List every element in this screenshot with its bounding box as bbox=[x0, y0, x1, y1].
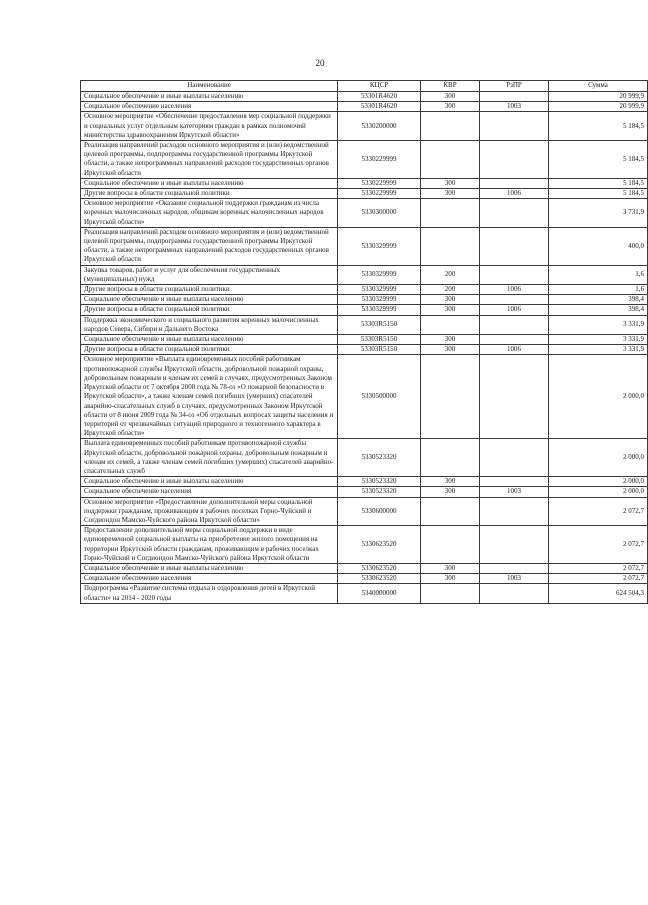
row-rzpr-cell bbox=[480, 526, 549, 564]
row-kvr-cell: 300 bbox=[421, 487, 480, 497]
table-row bbox=[81, 199, 648, 228]
row-kvr-cell bbox=[421, 227, 480, 265]
budget-table bbox=[80, 80, 648, 604]
table-row bbox=[81, 315, 648, 334]
row-rzpr-cell: 1003 bbox=[480, 487, 549, 497]
row-name-cell: Социальное обеспечение населения bbox=[81, 574, 338, 584]
row-name-cell: Основное мероприятие «Выплата единовременных пособий работникам противопожарной службы Иркутской области, добровольной пожарной охраны, добровольным пожарным и членам их семей в случаях, предусмотренных Законом Иркутской области от 7 октября 2008 года № 78-оз «О пожарной безопасности в Иркутской области», а также членам семей погибших (умерших) спасателей аварийно-спасательных служб в случаях, предусмотренных Законом Иркутской области от 8 июня 2009 года № 34-оз «Об отдельных вопросах защиты населения и территорий от чрезвычайных ситуаций природного и техногенного характера в Иркутской области» bbox=[81, 355, 338, 439]
table-row bbox=[81, 487, 648, 497]
row-name-cell: Выплата единовременных пособий работникам противопожарной службы Иркутской области, добровольной пожарной охраны, добровольным пожарным и членам их семей, а также членам семей погибших (умерших) спасателей аварийно-спасательных служб bbox=[81, 439, 338, 477]
table-row bbox=[81, 227, 648, 265]
row-name-cell: Другие вопросы в области социальной политики bbox=[81, 285, 338, 295]
row-name-cell: Подпрограмма «Развитие системы отдыха и оздоровления детей в Иркутской области» на 2014 - 2020 годы bbox=[81, 584, 338, 603]
row-name-cell: Социальное обеспечение и иные выплаты населению bbox=[81, 335, 338, 345]
table-row bbox=[81, 92, 648, 102]
table-row bbox=[81, 295, 648, 305]
row-rzpr-cell bbox=[480, 141, 549, 179]
row-kvr-cell bbox=[421, 439, 480, 477]
row-rzpr-cell bbox=[480, 563, 549, 573]
row-sum-cell: 5 184,5 bbox=[549, 112, 648, 141]
row-name-cell: Реализация направлений расходов основного мероприятия и (или) ведомственной целевой программы, подпрограммы государственной программы Иркутской области, а также непрограммных направлений расходов государственных органов Иркутской области bbox=[81, 141, 338, 179]
table-row bbox=[81, 189, 648, 199]
row-rzpr-cell bbox=[480, 497, 549, 526]
row-kvr-cell bbox=[421, 526, 480, 564]
row-code-cell: 5330329999 bbox=[338, 305, 421, 315]
row-kvr-cell: 300 bbox=[421, 305, 480, 315]
row-code-cell: 53301R4620 bbox=[338, 92, 421, 102]
row-sum-cell: 20 999,9 bbox=[549, 92, 648, 102]
row-sum-cell: 20 999,9 bbox=[549, 102, 648, 112]
row-kvr-cell bbox=[421, 355, 480, 439]
row-name-cell: Предоставление дополнительной меры социальной поддержки в виде единовременной социальной выплаты на приобретение жилого помещения на территории Иркутской области гражданам, проживающим в рабочих поселках Горно-Чуйский и Согдиондон Мамско-Чуйского района Иркутской области bbox=[81, 526, 338, 564]
row-name-cell: Другие вопросы в области социальной политики bbox=[81, 189, 338, 199]
row-code-cell: 53303R5150 bbox=[338, 345, 421, 355]
row-rzpr-cell bbox=[480, 227, 549, 265]
header-kvr: КВР bbox=[421, 81, 480, 92]
row-name-cell: Поддержка экономического и социального развития коренных малочисленных народов Севера, Сибири и Дальнего Востока bbox=[81, 315, 338, 334]
row-name-cell: Социальное обеспечение населения bbox=[81, 487, 338, 497]
row-code-cell: 5330329999 bbox=[338, 265, 421, 284]
row-code-cell: 5330523320 bbox=[338, 477, 421, 487]
row-kvr-cell: 300 bbox=[421, 295, 480, 305]
row-rzpr-cell bbox=[480, 92, 549, 102]
row-sum-cell: 2 000,0 bbox=[549, 355, 648, 439]
row-code-cell: 5330229999 bbox=[338, 141, 421, 179]
table-row bbox=[81, 305, 648, 315]
page-number: 20 bbox=[315, 58, 325, 68]
header-rzpr: РзПР bbox=[480, 81, 549, 92]
row-sum-cell: 400,0 bbox=[549, 227, 648, 265]
row-rzpr-cell bbox=[480, 335, 549, 345]
row-name-cell: Другие вопросы в области социальной политики bbox=[81, 305, 338, 315]
table-row bbox=[81, 477, 648, 487]
row-rzpr-cell bbox=[480, 584, 549, 603]
row-kvr-cell bbox=[421, 141, 480, 179]
row-sum-cell: 398,4 bbox=[549, 305, 648, 315]
table-row bbox=[81, 112, 648, 141]
row-rzpr-cell bbox=[480, 199, 549, 228]
row-code-cell: 5330623520 bbox=[338, 563, 421, 573]
row-code-cell: 5330623520 bbox=[338, 574, 421, 584]
row-sum-cell: 2 072,7 bbox=[549, 497, 648, 526]
row-code-cell: 5330329999 bbox=[338, 227, 421, 265]
row-sum-cell: 5 184,5 bbox=[549, 189, 648, 199]
row-rzpr-cell: 1006 bbox=[480, 345, 549, 355]
row-kvr-cell bbox=[421, 497, 480, 526]
row-sum-cell: 3 331,9 bbox=[549, 345, 648, 355]
row-code-cell: 5330229999 bbox=[338, 189, 421, 199]
row-kvr-cell: 300 bbox=[421, 563, 480, 573]
row-code-cell: 5330329999 bbox=[338, 295, 421, 305]
row-kvr-cell: 200 bbox=[421, 285, 480, 295]
row-code-cell: 5330229999 bbox=[338, 178, 421, 188]
row-sum-cell: 5 184,5 bbox=[549, 178, 648, 188]
row-sum-cell: 3 331,9 bbox=[549, 335, 648, 345]
row-kvr-cell bbox=[421, 584, 480, 603]
row-code-cell: 53303R5150 bbox=[338, 335, 421, 345]
row-code-cell: 5330500000 bbox=[338, 355, 421, 439]
table-row bbox=[81, 335, 648, 345]
table-row bbox=[81, 574, 648, 584]
row-sum-cell: 624 504,3 bbox=[549, 584, 648, 603]
row-rzpr-cell bbox=[480, 295, 549, 305]
table-row bbox=[81, 439, 648, 477]
row-code-cell: 53303R5150 bbox=[338, 315, 421, 334]
row-sum-cell: 2 000,0 bbox=[549, 487, 648, 497]
row-rzpr-cell bbox=[480, 112, 549, 141]
table-row bbox=[81, 141, 648, 179]
row-kvr-cell: 300 bbox=[421, 335, 480, 345]
row-sum-cell: 1,6 bbox=[549, 265, 648, 284]
row-sum-cell: 3 331,9 bbox=[549, 315, 648, 334]
table-header-row bbox=[81, 81, 648, 92]
row-rzpr-cell bbox=[480, 178, 549, 188]
row-name-cell: Социальное обеспечение населения bbox=[81, 102, 338, 112]
row-code-cell: 5330523320 bbox=[338, 439, 421, 477]
row-kvr-cell: 300 bbox=[421, 345, 480, 355]
row-sum-cell: 3 731,9 bbox=[549, 199, 648, 228]
table-row bbox=[81, 355, 648, 439]
row-sum-cell: 5 184,5 bbox=[549, 141, 648, 179]
row-kvr-cell bbox=[421, 112, 480, 141]
table-row bbox=[81, 265, 648, 284]
row-kvr-cell: 300 bbox=[421, 574, 480, 584]
row-sum-cell: 2 000,0 bbox=[549, 477, 648, 487]
row-name-cell: Социальное обеспечение и иные выплаты населению bbox=[81, 295, 338, 305]
row-rzpr-cell: 1006 bbox=[480, 285, 549, 295]
row-kvr-cell: 300 bbox=[421, 92, 480, 102]
row-rzpr-cell bbox=[480, 315, 549, 334]
row-rzpr-cell: 1006 bbox=[480, 305, 549, 315]
row-name-cell: Социальное обеспечение и иные выплаты населению bbox=[81, 178, 338, 188]
row-rzpr-cell bbox=[480, 477, 549, 487]
row-sum-cell: 2 072,7 bbox=[549, 526, 648, 564]
table-row bbox=[81, 497, 648, 526]
row-kvr-cell: 200 bbox=[421, 265, 480, 284]
row-kvr-cell bbox=[421, 199, 480, 228]
row-rzpr-cell bbox=[480, 439, 549, 477]
row-rzpr-cell: 1003 bbox=[480, 102, 549, 112]
row-name-cell: Основное мероприятие «Предоставление дополнительной меры социальной поддержки гражданам, проживающим в рабочих поселках Горно-Чуйский и Согдиондон Мамско-Чуйского района Иркутской области» bbox=[81, 497, 338, 526]
table-row bbox=[81, 563, 648, 573]
header-name: Наименование bbox=[81, 81, 338, 92]
row-name-cell: Другие вопросы в области социальной политики bbox=[81, 345, 338, 355]
row-kvr-cell: 300 bbox=[421, 178, 480, 188]
row-code-cell: 5330329999 bbox=[338, 285, 421, 295]
row-code-cell: 5330523320 bbox=[338, 487, 421, 497]
row-rzpr-cell bbox=[480, 355, 549, 439]
row-kvr-cell: 300 bbox=[421, 102, 480, 112]
row-code-cell: 5330200000 bbox=[338, 112, 421, 141]
table-row bbox=[81, 102, 648, 112]
row-code-cell: 5330600000 bbox=[338, 497, 421, 526]
table-row bbox=[81, 285, 648, 295]
table-row bbox=[81, 584, 648, 603]
row-kvr-cell bbox=[421, 315, 480, 334]
row-name-cell: Социальное обеспечение и иные выплаты населению bbox=[81, 477, 338, 487]
row-rzpr-cell bbox=[480, 265, 549, 284]
row-name-cell: Закупка товаров, работ и услуг для обеспечения государственных (муниципальных) нужд bbox=[81, 265, 338, 284]
row-sum-cell: 2 072,7 bbox=[549, 563, 648, 573]
header-code: КЦСР bbox=[338, 81, 421, 92]
row-code-cell: 5340000000 bbox=[338, 584, 421, 603]
row-code-cell: 53301R4620 bbox=[338, 102, 421, 112]
row-kvr-cell: 300 bbox=[421, 189, 480, 199]
row-sum-cell: 2 000,0 bbox=[549, 439, 648, 477]
row-sum-cell: 2 072,7 bbox=[549, 574, 648, 584]
row-name-cell: Реализация направлений расходов основного мероприятия и (или) ведомственной целевой программы, подпрограммы государственной программы Иркутской области, а также непрограммных направлений расходов государственных органов Иркутской области bbox=[81, 227, 338, 265]
row-name-cell: Основное мероприятие «Оказание социальной поддержки гражданам из числа коренных малочисленных народов, общинам коренных малочисленных народов Иркутской области» bbox=[81, 199, 338, 228]
header-sum: Сумма bbox=[549, 81, 648, 92]
row-rzpr-cell: 1003 bbox=[480, 574, 549, 584]
row-rzpr-cell: 1006 bbox=[480, 189, 549, 199]
row-sum-cell: 1,6 bbox=[549, 285, 648, 295]
row-code-cell: 5330300000 bbox=[338, 199, 421, 228]
row-code-cell: 5330623520 bbox=[338, 526, 421, 564]
table-row bbox=[81, 345, 648, 355]
row-name-cell: Социальное обеспечение и иные выплаты населению bbox=[81, 92, 338, 102]
row-name-cell: Социальное обеспечение и иные выплаты населению bbox=[81, 563, 338, 573]
table-row bbox=[81, 178, 648, 188]
row-name-cell: Основное мероприятие «Обеспечение предоставления мер социальной поддержки и социальных услуг отдельным категориям граждан в рамках полномочий министерства здравоохранения Иркутской области» bbox=[81, 112, 338, 141]
row-kvr-cell: 300 bbox=[421, 477, 480, 487]
row-sum-cell: 398,4 bbox=[549, 295, 648, 305]
table-row bbox=[81, 526, 648, 564]
